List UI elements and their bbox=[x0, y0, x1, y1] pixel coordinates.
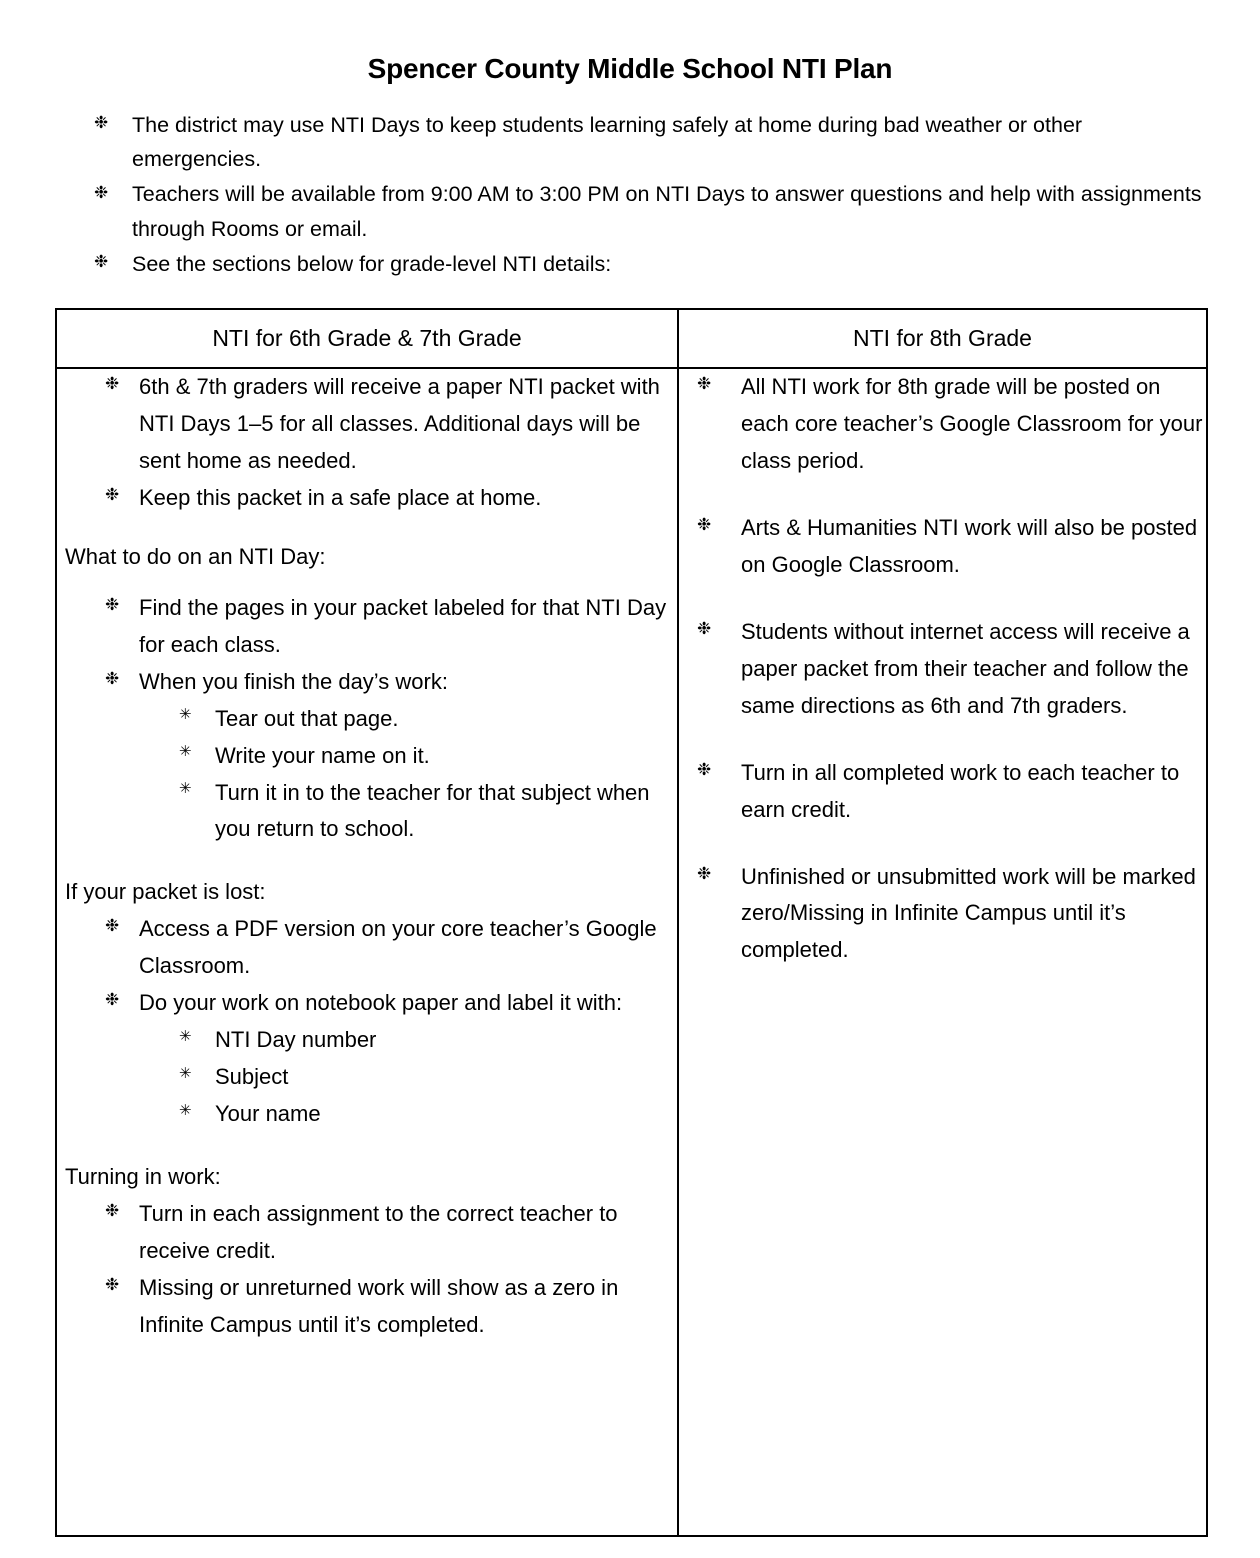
snowflake-sub-bullet-icon: ✳ bbox=[179, 743, 192, 761]
list-item-text: Keep this packet in a safe place at home. bbox=[139, 484, 542, 510]
snowflake-bullet-icon: ❉ bbox=[697, 374, 712, 394]
list-item bbox=[92, 108, 1208, 178]
list-item bbox=[57, 480, 677, 517]
list-item-text: Find the pages in your packet labeled for that NTI Day for each class. bbox=[139, 594, 667, 657]
snowflake-bullet-icon: ❉ bbox=[697, 759, 712, 779]
snowflake-sub-bullet-icon: ✳ bbox=[179, 706, 192, 724]
snowflake-bullet-icon: ❉ bbox=[94, 252, 109, 272]
snowflake-bullet-icon: ❉ bbox=[105, 1274, 120, 1294]
snowflake-bullet-icon: ❉ bbox=[105, 668, 120, 688]
list-item-text: Access a PDF version on your core teacher’s Google Classroom. bbox=[139, 916, 657, 979]
snowflake-bullet-icon: ❉ bbox=[105, 484, 120, 504]
snowflake-bullet-icon: ❉ bbox=[105, 374, 120, 394]
list-item-text: See the sections below for grade-level NTI details: bbox=[132, 251, 612, 276]
sub-list-item bbox=[57, 1059, 677, 1096]
list-item-text: When you finish the day’s work: bbox=[139, 668, 448, 694]
snowflake-bullet-icon: ❉ bbox=[105, 916, 120, 936]
sub-list-item bbox=[57, 1022, 677, 1059]
snowflake-sub-bullet-icon: ✳ bbox=[179, 1065, 192, 1082]
snowflake-bullet-icon: ❉ bbox=[105, 990, 120, 1010]
table-header-row bbox=[56, 309, 1207, 368]
nti-plan-table bbox=[55, 308, 1208, 1537]
snowflake-bullet-icon: ❉ bbox=[105, 1201, 120, 1221]
list-item-text: The district may use NTI Days to keep students learning safely at home during bad weather or other emergencies. bbox=[132, 112, 1083, 172]
list-item-text: Teachers will be available from 9:00 AM to 3:00 PM on NTI Days to answer questions and help with assignments through Rooms or email. bbox=[132, 182, 1202, 242]
list-item bbox=[679, 510, 1206, 584]
list-item-text: 6th & 7th graders will receive a paper NTI packet with NTI Days 1–5 for all classes. Additional days will be sent home as needed. bbox=[139, 374, 660, 473]
snowflake-bullet-icon: ❉ bbox=[94, 112, 109, 132]
sub-list-item-text: Tear out that page. bbox=[215, 705, 399, 731]
list-item-text: Unfinished or unsubmitted work will be marked zero/Missing in Infinite Campus until it’s completed. bbox=[741, 863, 1196, 963]
grade-8-content bbox=[679, 369, 1206, 969]
snowflake-sub-bullet-icon: ✳ bbox=[179, 1028, 192, 1046]
list-item bbox=[92, 177, 1208, 247]
snowflake-bullet-icon: ❉ bbox=[697, 514, 712, 534]
intro-bullet-list bbox=[92, 108, 1208, 282]
table-row bbox=[56, 368, 1207, 1536]
list-item-text: Turn in each assignment to the correct teacher to receive credit. bbox=[139, 1201, 618, 1264]
list-item bbox=[679, 614, 1206, 725]
snowflake-bullet-icon: ❉ bbox=[697, 863, 712, 883]
section-heading-turning-in-work: Turning in work: bbox=[65, 1164, 221, 1190]
sub-list-item-text: Your name bbox=[215, 1101, 321, 1127]
page-title: Spencer County Middle School NTI Plan bbox=[367, 53, 893, 84]
list-item bbox=[679, 859, 1206, 970]
sub-list-item-text: Write your name on it. bbox=[215, 742, 430, 768]
column-header-grade-8: NTI for 8th Grade bbox=[678, 309, 1207, 368]
list-item bbox=[92, 247, 1208, 282]
sub-list-item bbox=[57, 701, 677, 738]
list-item bbox=[57, 664, 677, 701]
section-heading-packet-lost: If your packet is lost: bbox=[65, 879, 266, 905]
list-item bbox=[57, 911, 677, 985]
list-item bbox=[57, 369, 677, 480]
list-item-text: All NTI work for 8th grade will be posted on each core teacher’s Google Classroom for your class period. bbox=[741, 374, 1203, 473]
section-heading-what-to-do: What to do on an NTI Day: bbox=[65, 543, 326, 569]
cell-grade-8 bbox=[678, 368, 1207, 1536]
list-item bbox=[57, 1196, 677, 1270]
sub-list-item-text: Subject bbox=[215, 1064, 289, 1090]
sub-list-item-text: NTI Day number bbox=[215, 1027, 377, 1053]
list-item-text: Do your work on notebook paper and label it with: bbox=[139, 990, 623, 1016]
column-header-grades-6-7: NTI for 6th Grade & 7th Grade bbox=[56, 309, 678, 368]
list-item bbox=[57, 1270, 677, 1344]
snowflake-sub-bullet-icon: ✳ bbox=[179, 780, 192, 798]
list-item-text: Turn in all completed work to each teacher to earn credit. bbox=[741, 759, 1180, 822]
list-item-text: Arts & Humanities NTI work will also be posted on Google Classroom. bbox=[741, 514, 1198, 577]
list-item bbox=[57, 985, 677, 1022]
sub-list-item bbox=[57, 738, 677, 775]
list-item bbox=[679, 755, 1206, 829]
sub-list-item-text: Turn it in to the teacher for that subject when you return to school. bbox=[215, 779, 650, 842]
grades-6-7-content bbox=[57, 369, 677, 1344]
snowflake-bullet-icon: ❉ bbox=[105, 594, 120, 614]
snowflake-bullet-icon: ❉ bbox=[697, 618, 712, 638]
snowflake-bullet-icon: ❉ bbox=[94, 182, 109, 202]
list-item bbox=[679, 369, 1206, 480]
cell-grades-6-7 bbox=[56, 368, 678, 1536]
sub-list-item bbox=[57, 775, 677, 849]
list-item bbox=[57, 590, 677, 664]
list-item-text: Missing or unreturned work will show as a zero in Infinite Campus until it’s completed. bbox=[139, 1274, 619, 1337]
list-item-text: Students without internet access will receive a paper packet from their teacher and follow the same directions as 6th and 7th graders. bbox=[741, 618, 1190, 718]
snowflake-sub-bullet-icon: ✳ bbox=[179, 1101, 192, 1119]
sub-list-item bbox=[57, 1096, 677, 1133]
